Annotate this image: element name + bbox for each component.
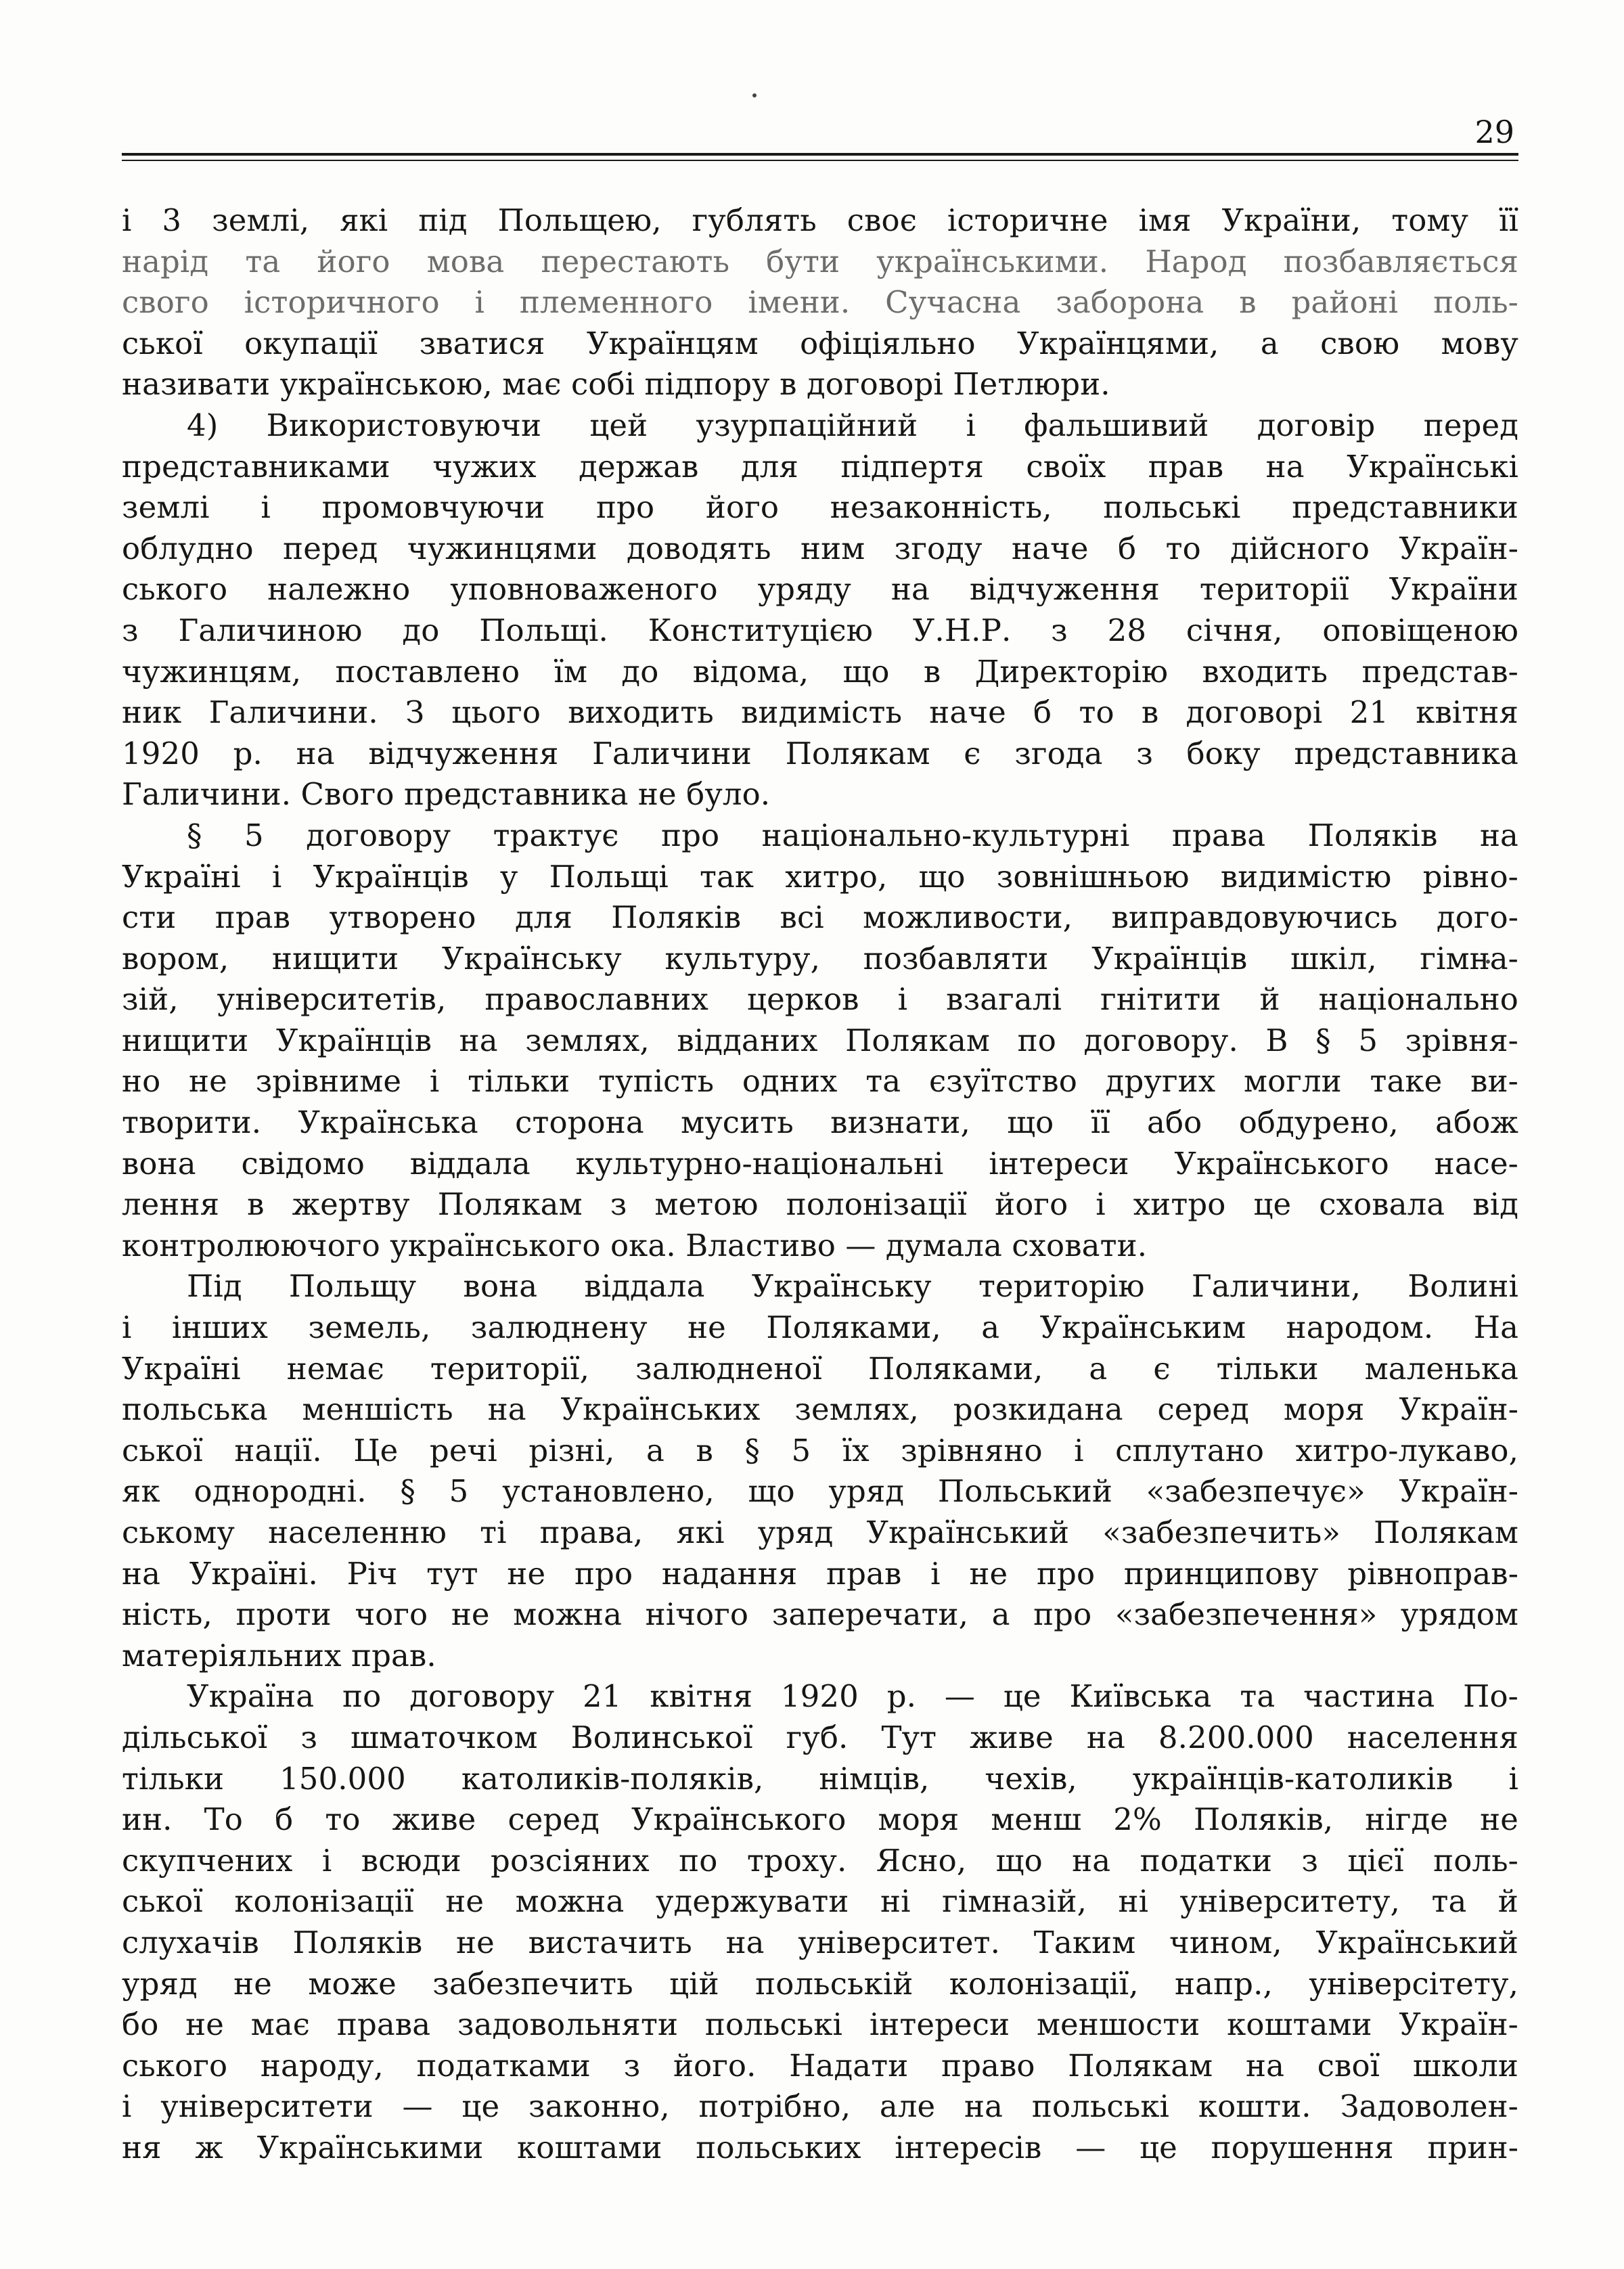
header-rule-thick bbox=[122, 153, 1518, 156]
text-line: і університети — це законно, потрібно, але на польські кошти. Задоволен- bbox=[122, 2088, 1518, 2125]
text-line: скупчених і всюди розсіяних по троху. Ясно, що на податки з цієї поль- bbox=[122, 1842, 1518, 1879]
text-line: ність, проти чого не можна нічого заперечати, а про «забезпечення» урядом bbox=[122, 1596, 1518, 1633]
text-line: дільської з шматочком Волинської губ. Тут живе на 8.200.000 населення bbox=[122, 1719, 1518, 1755]
text-line: польська меншість на Українських землях, розкидана серед моря Україн- bbox=[122, 1391, 1518, 1428]
text-line: лення в жертву Полякам з метою полонізації його і хитро це сховала від bbox=[122, 1186, 1518, 1223]
text-line: ник Галичини. З цього виходить видимість наче б то в договорі 21 квітня bbox=[122, 694, 1518, 731]
text-line: облудно перед чужинцями доводять ним згоду наче б то дійсного Україн- bbox=[122, 530, 1518, 566]
text-line: ин. То б то живе серед Українського моря менш 2% Поляків, нігде не bbox=[122, 1801, 1518, 1838]
text-line: чужинцям, поставлено їм до відома, що в Директорію входить представ- bbox=[122, 653, 1518, 690]
text-line: матеріяльних прав. bbox=[122, 1637, 436, 1673]
text-line: ської колонізації не можна удержувати ні гімназій, ні університету, та й bbox=[122, 1883, 1518, 1920]
text-line: тільки 150.000 католиків-поляків, німців, чехів, українців-католиків і bbox=[122, 1760, 1518, 1797]
paragraph bbox=[122, 815, 1518, 1267]
paragraph bbox=[122, 1266, 1518, 1676]
text-line: представниками чужих держав для підпертя своїх прав на Українські bbox=[122, 448, 1518, 485]
text-line: вором, нищити Українську культуру, позбавляти Українців шкіл, гімна- bbox=[122, 940, 1518, 976]
text-line: ському населенню ті права, які уряд Український «забезпечить» Полякам bbox=[122, 1514, 1518, 1550]
text-line: ської окупації зватися Українцям офіціяльно Українцями, а свою мову bbox=[122, 325, 1518, 361]
text-line: з Галичиною до Польщі. Конституцією У.Н.Р. з 28 січня, оповіщеною bbox=[122, 612, 1518, 648]
text-line: ської нації. Це речі різні, а в § 5 їх зрівняно і сплутано хитро-лукаво, bbox=[122, 1432, 1518, 1468]
text-line: ського належно уповноваженого уряду на відчуження території України bbox=[122, 571, 1518, 608]
text-line: ського народу, податками з його. Надати право Полякам на свої школи bbox=[122, 2047, 1518, 2084]
paragraph bbox=[122, 1676, 1518, 2168]
text-line: сти прав утворено для Поляків всі можливости, виправдовуючись дого- bbox=[122, 899, 1518, 936]
text-line: но не зрівниме і тільки тупість одних та єзуїтство других могли таке ви- bbox=[122, 1063, 1518, 1100]
paragraph bbox=[122, 200, 1518, 405]
text-line: називати українською, має собі підпору в договорі Петлюри. bbox=[122, 366, 1110, 403]
text-line: Україні і Українців у Польщі так хитро, що зовнішньою видимістю рівно- bbox=[122, 858, 1518, 895]
text-line: ня ж Українськими коштами польських інтересів — це порушення прин- bbox=[122, 2129, 1518, 2165]
text-line: уряд не може забезпечить цій польській колонізації, напр., універсітету, bbox=[122, 1965, 1518, 2002]
print-speck bbox=[752, 93, 757, 97]
text-line: землі і промовчуючи про його незаконність, польські представники bbox=[122, 489, 1518, 526]
text-line: слухачів Поляків не вистачить на університет. Таким чином, Український bbox=[122, 1924, 1518, 1960]
body-text bbox=[122, 200, 1518, 2169]
text-line: і інших земель, залюднену не Поляками, а Українським народом. На bbox=[122, 1309, 1518, 1346]
text-line: Під Польщу вона віддала Українську територію Галичини, Волині bbox=[187, 1268, 1518, 1305]
text-line: вона свідомо віддала культурно-національні інтереси Українського насе- bbox=[122, 1145, 1518, 1182]
paragraph bbox=[122, 405, 1518, 815]
text-line: нарід та його мова перестають бути українськими. Народ позбавляється bbox=[122, 243, 1518, 279]
text-line: Україна по договору 21 квітня 1920 р. — це Київська та частина По- bbox=[187, 1678, 1518, 1715]
text-line: творити. Українська сторона мусить визнати, що її або обдурено, абож bbox=[122, 1104, 1518, 1141]
text-line: свого історичного і племенного імени. Сучасна заборона в районі поль- bbox=[122, 284, 1518, 321]
text-line: бо не має права задовольняти польські інтереси меншости коштами Україн- bbox=[122, 2006, 1518, 2043]
text-line: і 3 землі, які під Польщею, гублять своє історичне імя України, тому її bbox=[122, 202, 1518, 238]
text-line: на Україні. Річ тут не про надання прав і не про принципову рівноправ- bbox=[122, 1555, 1518, 1592]
text-line: зій, університетів, православних церков і взагалі гнітити й національно bbox=[122, 981, 1518, 1018]
text-line: 1920 р. на відчуження Галичини Полякам є згода з боку представника bbox=[122, 735, 1518, 771]
text-line: Галичини. Свого представника не було. bbox=[122, 776, 771, 813]
text-line: Україні немає території, залюдненої Поляками, а є тільки маленька bbox=[122, 1350, 1518, 1387]
text-line: контролюючого українського ока. Властиво — думала сховати. bbox=[122, 1227, 1148, 1263]
text-line: 4) Використовуючи цей узурпаційний і фальшивий договір перед bbox=[187, 407, 1518, 443]
page-number: 29 bbox=[1474, 114, 1514, 150]
text-line: нищити Українців на землях, відданих Полякам по договору. В § 5 зрівня- bbox=[122, 1022, 1518, 1058]
text-line: § 5 договору трактує про національно-культурні права Поляків на bbox=[187, 817, 1518, 853]
header-rule-thin bbox=[122, 160, 1518, 161]
text-line: як однородні. § 5 установлено, що уряд Польський «забезпечує» Україн- bbox=[122, 1473, 1518, 1510]
